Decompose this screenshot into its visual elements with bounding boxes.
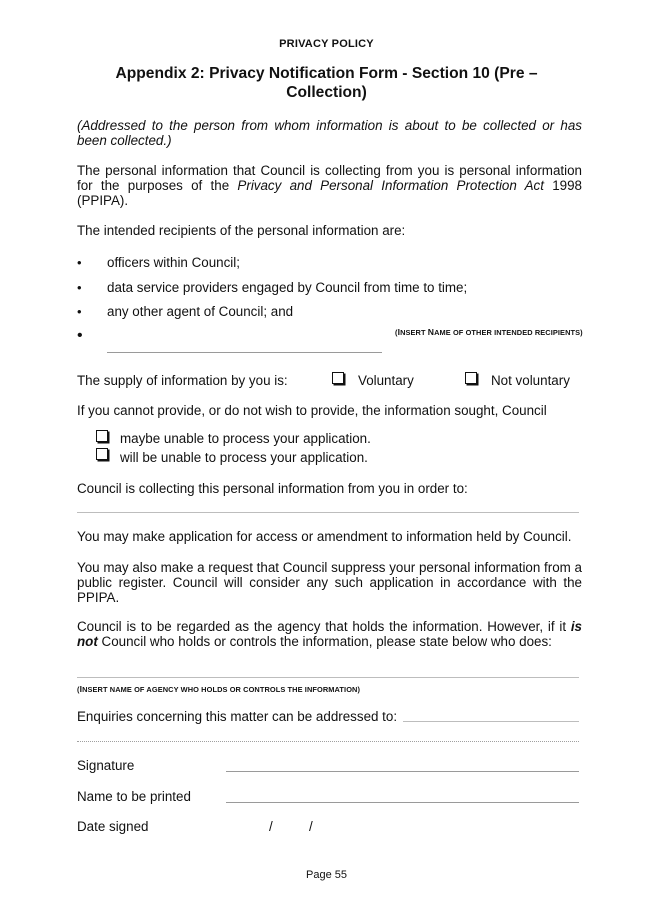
bullet-2: • xyxy=(77,280,82,295)
insert-recipient-hint: (INSERT NAME OF OTHER INTENDED RECIPIENTS) xyxy=(395,327,583,337)
voluntary-checkbox[interactable] xyxy=(332,372,344,384)
date-separator-2: / xyxy=(309,819,313,834)
collection-statement xyxy=(77,163,582,208)
page-title xyxy=(60,64,593,102)
maybe-unable-label: maybe unable to process your application. xyxy=(120,431,371,446)
not-voluntary-checkbox[interactable] xyxy=(465,372,477,384)
access-statement: You may make application for access or amendment to information held by Council. xyxy=(77,529,572,544)
signature-field[interactable] xyxy=(226,771,579,772)
title-line-1: Appendix 2: Privacy Notification Form - Section 10 (Pre – xyxy=(115,65,538,82)
enquiries-field-line-2[interactable] xyxy=(77,741,579,742)
not-voluntary-label: Not voluntary xyxy=(491,373,570,388)
purpose-intro: Council is collecting this personal information from you in order to: xyxy=(77,481,468,496)
other-recipient-field[interactable] xyxy=(107,352,382,353)
name-field[interactable] xyxy=(226,802,579,803)
bullet-1: • xyxy=(77,255,82,270)
enquiries-label: Enquiries concerning this matter can be addressed to: xyxy=(77,709,398,724)
enquiries-field-line-1[interactable] xyxy=(403,721,579,722)
maybe-unable-checkbox[interactable] xyxy=(96,430,108,442)
date-label: Date signed xyxy=(77,819,149,834)
agency-field[interactable] xyxy=(77,677,579,678)
bullet-4: • xyxy=(77,327,83,344)
statement-before: The personal information that Council is collecting from you is personal information for the purposes of the xyxy=(77,163,582,193)
recipient-item-3: any other agent of Council; and xyxy=(107,304,294,319)
will-be-unable-checkbox[interactable] xyxy=(96,448,108,460)
supply-label: The supply of information by you is: xyxy=(77,373,288,388)
signature-label: Signature xyxy=(77,758,135,773)
insert-agency-hint: (INSERT NAME OF AGENCY WHO HOLDS OR CONTROLS THE INFORMATION) xyxy=(77,684,361,694)
title-line-2: Collection) xyxy=(286,84,367,101)
agency-statement: Council is to be regarded as the agency that holds the information. However, if it is not Council who holds or controls the information, please state below who does: xyxy=(77,619,582,649)
suppress-statement: You may also make a request that Council suppress your personal information from a public register. Council will consider any such application in accordance with the PPIPA. xyxy=(77,560,582,605)
statement-act: Privacy and Personal Information Protection Act xyxy=(237,178,544,193)
statement-after: 1998 (PPIPA). xyxy=(77,178,583,208)
date-separator-1: / xyxy=(269,819,273,834)
will-be-unable-label: will be unable to process your application. xyxy=(120,450,368,465)
voluntary-label: Voluntary xyxy=(358,373,414,388)
recipients-intro: The intended recipients of the personal information are: xyxy=(77,223,406,238)
addressed-note: (Addressed to the person from whom information is about to be collected or has been collected.) xyxy=(77,118,582,148)
consequence-intro: If you cannot provide, or do not wish to provide, the information sought, Council xyxy=(77,403,547,418)
page-header: PRIVACY POLICY xyxy=(279,38,374,50)
page-number: Page 55 xyxy=(306,869,347,881)
recipient-item-2: data service providers engaged by Council from time to time; xyxy=(107,280,468,295)
bullet-3: • xyxy=(77,304,82,319)
name-label: Name to be printed xyxy=(77,789,191,804)
purpose-field[interactable] xyxy=(77,512,579,513)
recipient-item-1: officers within Council; xyxy=(107,255,240,270)
